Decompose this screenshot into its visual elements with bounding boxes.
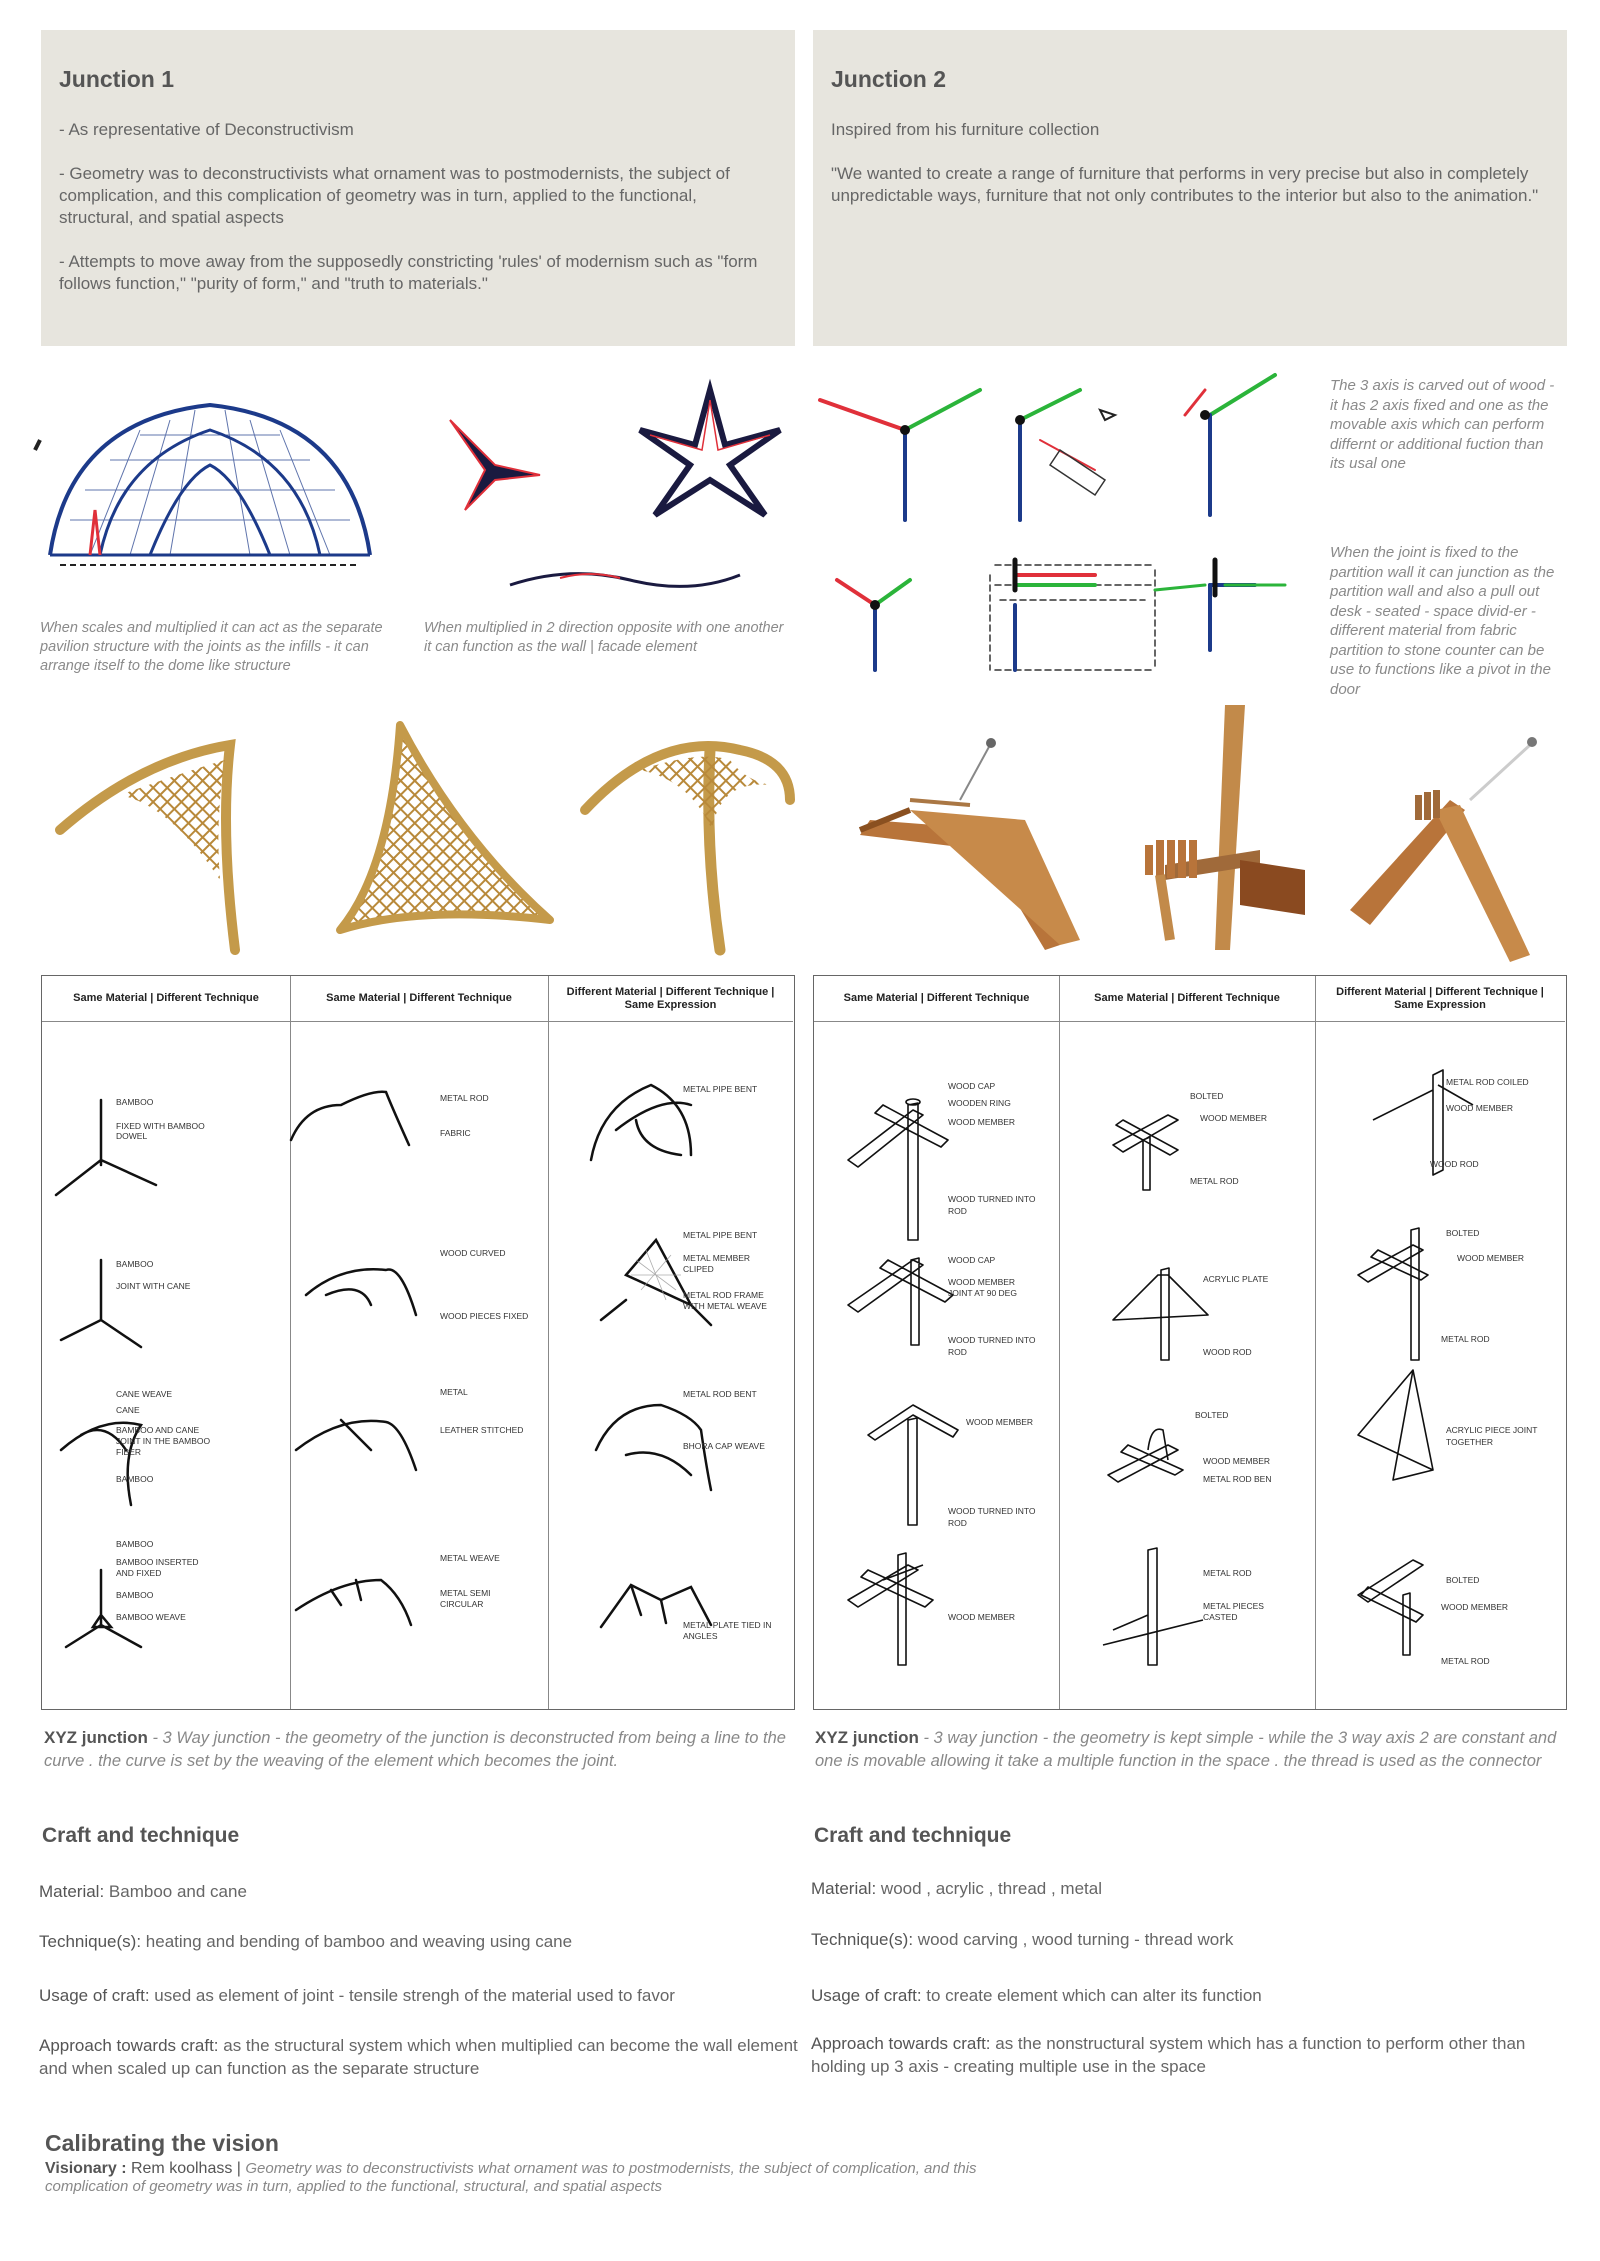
label: Usage of craft: bbox=[811, 1986, 922, 2005]
lbl: WITH METAL WEAVE bbox=[683, 1301, 767, 1311]
junction1-paragraph-1: - As representative of Deconstructivism bbox=[59, 120, 354, 139]
lbl: WOOD MEMBER bbox=[1203, 1456, 1271, 1466]
craft-left-technique bbox=[39, 1930, 789, 1953]
footer-visionary bbox=[45, 2160, 1045, 2196]
lbl: BAMBOO bbox=[116, 1474, 154, 1484]
lbl: CANE bbox=[116, 1405, 140, 1415]
lbl: CASTED bbox=[1203, 1612, 1238, 1622]
lbl: WOOD MEMBER bbox=[1457, 1253, 1525, 1263]
lbl: ACRYLIC PLATE bbox=[1203, 1274, 1269, 1284]
lbl: JOINT AT 90 DEG bbox=[948, 1288, 1017, 1298]
lbl: WOOD MEMBER bbox=[948, 1117, 1016, 1127]
craft-right-usage bbox=[811, 1984, 1561, 2007]
axis-sketches-image bbox=[815, 370, 1305, 690]
lbl: FIXED WITH BAMBOO bbox=[116, 1121, 205, 1131]
xyz-right-text: - 3 way junction - the geometry is kept simple - while the 3 way axis 2 are constant and one is movable allowing it take a multiple function in the space . the thread is used as the connector bbox=[815, 1729, 1557, 1770]
lbl: CIRCULAR bbox=[440, 1599, 484, 1609]
lbl: WOOD MEMBER bbox=[948, 1612, 1016, 1622]
lbl: WOOD TURNED INTO bbox=[948, 1335, 1036, 1345]
dome-sketch-image bbox=[30, 370, 390, 580]
craft-left-title: Craft and technique bbox=[42, 1824, 240, 1847]
label: Approach towards craft: bbox=[39, 2036, 219, 2055]
lbl: METAL PLATE TIED IN bbox=[683, 1620, 772, 1630]
label: Usage of craft: bbox=[39, 1986, 150, 2005]
lbl: WOOD ROD bbox=[1203, 1347, 1252, 1357]
lbl: WOOD MEMBER bbox=[1441, 1602, 1509, 1612]
lbl: WOOD CAP bbox=[948, 1081, 996, 1091]
junction1-paragraph-3: - Attempts to move away from the supposedly constricting 'rules' of modernism such as "form follows function," "purity of form," and "truth to materials." bbox=[59, 252, 758, 293]
lbl: BAMBOO bbox=[116, 1097, 154, 1107]
craft-right-title: Craft and technique bbox=[814, 1824, 1012, 1847]
lbl: BAMBOO INSERTED bbox=[116, 1557, 199, 1567]
lbl: DOWEL bbox=[116, 1131, 148, 1141]
craft-left-approach bbox=[39, 2034, 799, 2080]
lbl: CANE WEAVE bbox=[116, 1389, 173, 1399]
right-table-header-3: Different Material | Different Technique | Same Expression bbox=[1315, 976, 1565, 1022]
left-table-header-1: Same Material | Different Technique bbox=[42, 976, 290, 1022]
lbl: METAL ROD bbox=[1441, 1656, 1490, 1666]
lbl: BOLTED bbox=[1446, 1575, 1480, 1585]
label: Material: bbox=[811, 1879, 877, 1898]
wall-caption: When multiplied in 2 direction opposite with one another it can function as the wall | facade element bbox=[424, 620, 784, 655]
lbl: WOOD CAP bbox=[948, 1255, 996, 1265]
lbl: BHORA CAP WEAVE bbox=[683, 1441, 765, 1451]
lbl: METAL MEMBER bbox=[683, 1253, 751, 1263]
bamboo-model-photos bbox=[40, 710, 800, 970]
value: wood , acrylic , thread , metal bbox=[876, 1879, 1103, 1898]
right-table-header-1: Same Material | Different Technique bbox=[814, 976, 1059, 1022]
value: Bamboo and cane bbox=[104, 1882, 247, 1901]
lbl: WOOD PIECES FIXED bbox=[440, 1311, 529, 1321]
lbl: METAL ROD bbox=[1190, 1176, 1239, 1186]
value: as the nonstructural system which has a function to perform other than holding up 3 axis - creating multiple use in the space bbox=[811, 2034, 1526, 2076]
label: Material: bbox=[39, 1882, 105, 1901]
lbl: BAMBOO WEAVE bbox=[116, 1612, 186, 1622]
lbl: TOGETHER bbox=[1446, 1437, 1494, 1447]
left-table-header-3: Different Material | Different Technique | Same Expression bbox=[548, 976, 793, 1022]
dome-caption: When scales and multiplied it can act as the separate pavilion structure with the joints as the infills - it can arrange itself to the dome like structure bbox=[40, 620, 383, 674]
lbl: WOOD MEMBER bbox=[966, 1417, 1034, 1427]
visionary-quote: Geometry was to deconstructivists what ornament was to postmodernists, the subject of complication, and this complication of geometry was in turn, applied to the functional, structural, and spatial aspects bbox=[45, 2160, 977, 2195]
junction1-panel bbox=[41, 30, 795, 346]
craft-right-technique bbox=[811, 1928, 1561, 1951]
xyz-left-text: - 3 Way junction - the geometry of the junction is deconstructed from being a line to the curve . the curve is set by the weaving of the element which becomes the joint. bbox=[44, 1729, 786, 1770]
junction2-paragraph-1: Inspired from his furniture collection bbox=[831, 120, 1100, 139]
value: used as element of joint - tensile strengh of the material used to favor bbox=[149, 1986, 675, 2005]
value: to create element which can alter its function bbox=[921, 1986, 1262, 2005]
axis-caption: The 3 axis is carved out of wood - it has 2 axis fixed and one as the movable axis which can perform differnt or additional fuction than its usal one bbox=[1330, 377, 1555, 472]
xyz-right-label: XYZ junction bbox=[815, 1728, 919, 1747]
label: Approach towards craft: bbox=[811, 2034, 991, 2053]
lbl: METAL WEAVE bbox=[440, 1553, 500, 1563]
lbl: JOINT IN THE BAMBOO bbox=[116, 1436, 211, 1446]
lbl: BAMBOO bbox=[116, 1590, 154, 1600]
junction1-title: Junction 1 bbox=[59, 66, 175, 92]
lbl: FABRIC bbox=[440, 1128, 471, 1138]
lbl: WOOD CURVED bbox=[440, 1248, 506, 1258]
right-table-header-2: Same Material | Different Technique bbox=[1059, 976, 1315, 1022]
lbl: BAMBOO bbox=[116, 1259, 154, 1269]
lbl: ROD bbox=[948, 1518, 967, 1528]
lbl: FIBER bbox=[116, 1447, 142, 1457]
junction2-panel bbox=[813, 30, 1567, 346]
lbl: METAL bbox=[440, 1387, 468, 1397]
lbl: WOOD MEMBER bbox=[1446, 1103, 1514, 1113]
lbl: ACRYLIC PIECE JOINT bbox=[1446, 1425, 1538, 1435]
value: heating and bending of bamboo and weaving using cane bbox=[141, 1932, 573, 1951]
junction2-paragraph-2: "We wanted to create a range of furniture that performs in very precise but also in completely unpredictable ways, furniture that not only contributes to the interior but also to the animation." bbox=[831, 164, 1539, 205]
lbl: BOLTED bbox=[1446, 1228, 1480, 1238]
lbl: BAMBOO AND CANE bbox=[116, 1425, 200, 1435]
lbl: WOOD TURNED INTO bbox=[948, 1194, 1036, 1204]
lbl: METAL ROD BEN bbox=[1203, 1474, 1272, 1484]
craft-right-material bbox=[811, 1877, 1561, 1900]
lbl: ROD bbox=[948, 1206, 967, 1216]
lbl: WOOD ROD bbox=[1430, 1159, 1479, 1169]
label: Technique(s): bbox=[39, 1932, 142, 1951]
lbl: METAL PIECES bbox=[1203, 1601, 1264, 1611]
lbl: METAL SEMI bbox=[440, 1588, 491, 1598]
lbl: METAL PIPE BENT bbox=[683, 1230, 758, 1240]
visionary-label: Visionary : bbox=[45, 2160, 127, 2177]
value: as the structural system which when multiplied can become the wall element and when scaled up can function as the separate structure bbox=[39, 2036, 798, 2078]
lbl: METAL ROD bbox=[1203, 1568, 1252, 1578]
lbl: JOINT WITH CANE bbox=[116, 1281, 191, 1291]
lbl: BAMBOO bbox=[116, 1539, 154, 1549]
junction2-title: Junction 2 bbox=[831, 66, 947, 92]
junction1-paragraph-2: - Geometry was to deconstructivists what ornament was to postmodernists, the subject of complication, and this complication of geometry was in turn, applied to the functional, structural, and spatial aspects bbox=[59, 164, 730, 227]
lbl: WOODEN RING bbox=[948, 1098, 1011, 1108]
lbl: WOOD TURNED INTO bbox=[948, 1506, 1036, 1516]
label: Technique(s): bbox=[811, 1930, 914, 1949]
craft-left-material bbox=[39, 1880, 789, 1903]
lbl: WOOD MEMBER bbox=[948, 1277, 1016, 1287]
footer-title: Calibrating the vision bbox=[45, 2130, 279, 2156]
visionary-name: Rem koolhass | bbox=[126, 2160, 246, 2177]
xyz-right-description bbox=[815, 1727, 1565, 1772]
lbl: METAL ROD FRAME bbox=[683, 1290, 764, 1300]
left-table-drawings bbox=[41, 975, 795, 1710]
craft-left-usage bbox=[39, 1984, 799, 2007]
fixed-joint-caption: When the joint is fixed to the partition wall it can junction as the partition wall and also a pull out desk - seated - space divid-er - different material from fabric partition to stone counter can be use to functions like a pivot in the door bbox=[1330, 544, 1555, 698]
wood-model-photos bbox=[830, 700, 1570, 970]
lbl: ANGLES bbox=[683, 1631, 718, 1641]
lbl: METAL PIPE BENT bbox=[683, 1084, 758, 1094]
lbl: WOOD MEMBER bbox=[1200, 1113, 1268, 1123]
value: wood carving , wood turning - thread work bbox=[913, 1930, 1234, 1949]
lbl: CLIPED bbox=[683, 1264, 714, 1274]
lbl: AND FIXED bbox=[116, 1568, 162, 1578]
xyz-left-description bbox=[44, 1727, 788, 1772]
lbl: LEATHER STITCHED bbox=[440, 1425, 524, 1435]
craft-right-approach bbox=[811, 2032, 1551, 2078]
lbl: BOLTED bbox=[1195, 1410, 1229, 1420]
left-table-header-2: Same Material | Different Technique bbox=[290, 976, 548, 1022]
lbl: METAL ROD bbox=[440, 1093, 489, 1103]
xyz-left-label: XYZ junction bbox=[44, 1728, 148, 1747]
lbl: BOLTED bbox=[1190, 1091, 1224, 1101]
lbl: METAL ROD BENT bbox=[683, 1389, 757, 1399]
lbl: METAL ROD COILED bbox=[1446, 1077, 1529, 1087]
wall-sketch-image bbox=[420, 380, 790, 600]
lbl: ROD bbox=[948, 1347, 967, 1357]
lbl: METAL ROD bbox=[1441, 1334, 1490, 1344]
